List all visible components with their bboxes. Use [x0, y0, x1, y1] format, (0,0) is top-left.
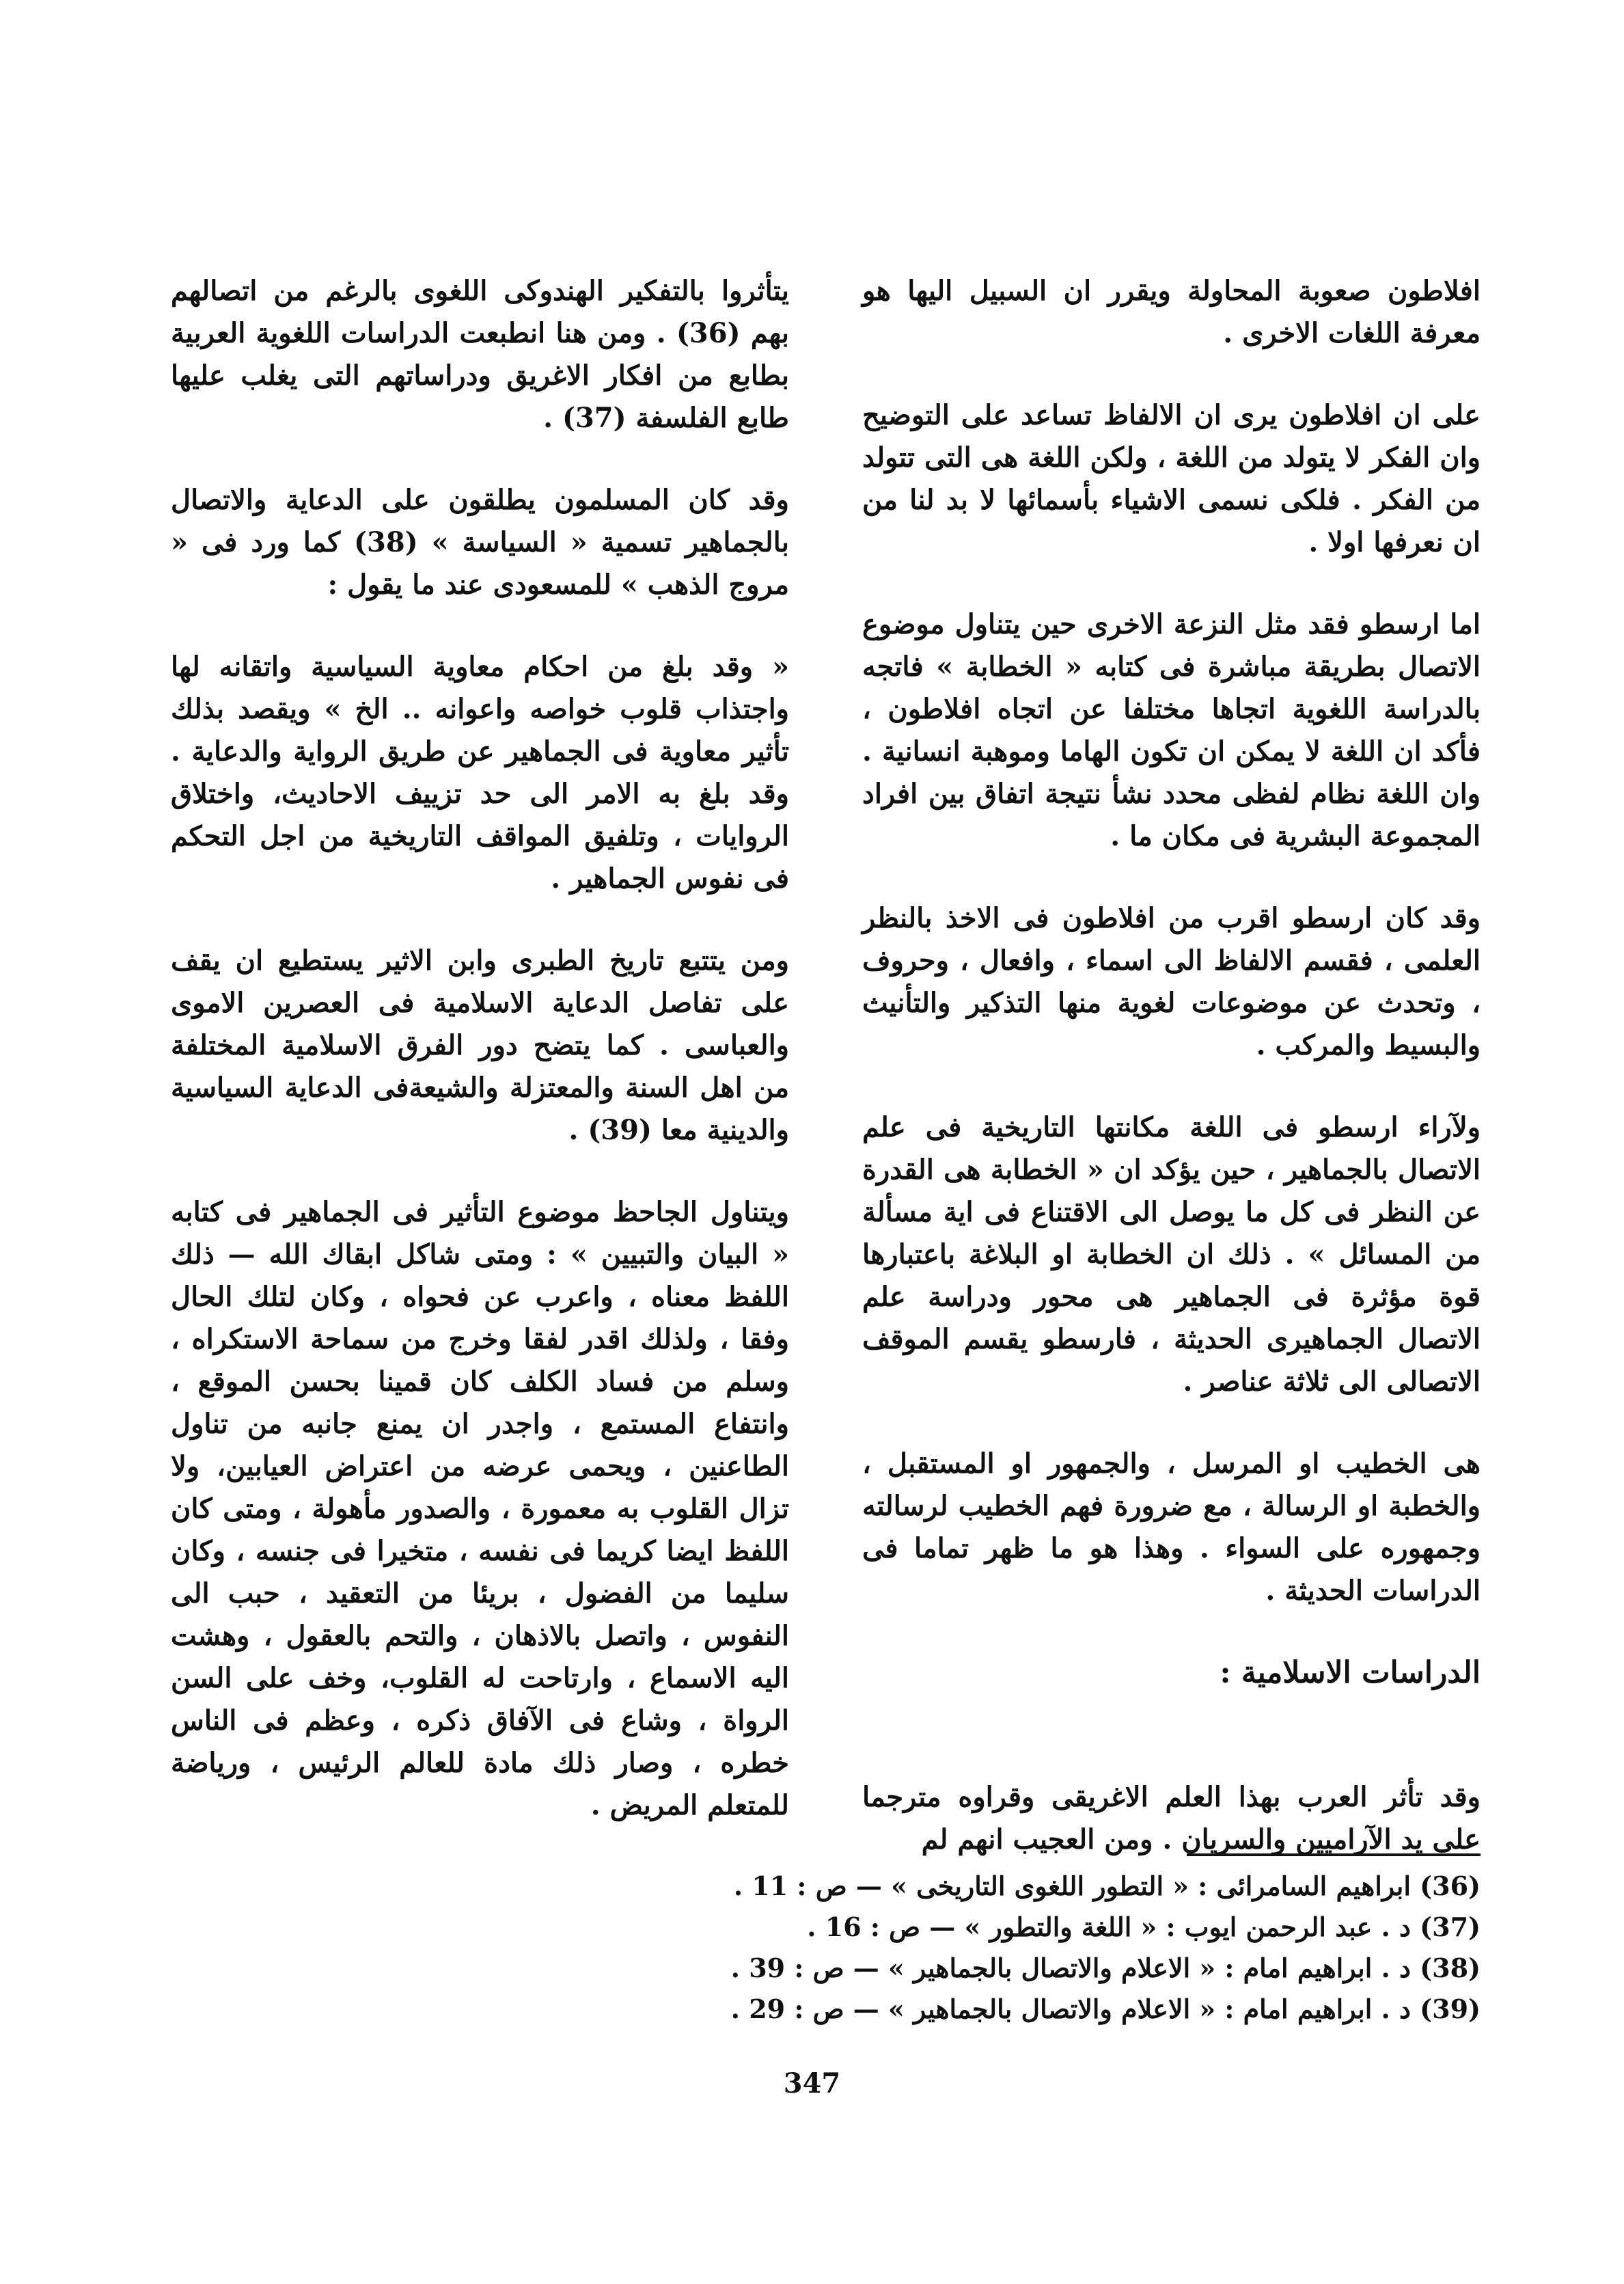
- right-paragraph-4: وقد كان ارسطو اقرب من افلاطون فى الاخذ بالنظر العلمى ، فقسم الالفاظ الى اسماء ، وافعال ، وحروف ، وتحدث عن موضوعات لغوية منها التذكير والتأنيث والبسيط والمركب .: [862, 902, 1481, 1061]
- right-paragraph-6: هى الخطيب او المرسل ، والجمهور او المستقبل ، والخطبة او الرسالة ، مع ضرورة فهم الخطيب لرسالته وجمهوره على السواء . وهذا هو ما ظهر تماما فى الدراسات الحديثة .: [862, 1447, 1481, 1607]
- section-heading: الدراسات الاسلامية :: [1220, 1655, 1481, 1690]
- right-paragraph-1: افلاطون صعوبة المحاولة ويقرر ان السبيل اليها هو معرفة اللغات الاخرى .: [862, 275, 1481, 349]
- left-paragraph-3: « وقد بلغ من احكام معاوية السياسية واتقانه لها واجتذاب قلوب خواصه واعوانه .. الخ » ويقصد بذلك تأثير معاوية فى الجماهير عن طريق الرواية والدعاية . وقد بلغ به الامر الى حد تزييف الاحاديث، واختلاق الروايات ، وتلفيق المواقف التاريخية من اجل التحكم فى نفوس الجماهير .: [171, 651, 789, 895]
- left-paragraph-1: يتأثروا بالتفكير الهندوكى اللغوى بالرغم من اتصالهم بهم (36) . ومن هنا انطبعت الدراسات اللغوية العربية بطابع من افكار الاغريق ودراساتهم التى يغلب عليها طابع الفلسفة (37) .: [171, 275, 790, 434]
- right-paragraph-2: على ان افلاطون يرى ان الالفاظ تساعد على التوضيح وان الفكر لا يتولد من اللغة ، ولكن اللغة هى التى تتولد من الفكر . فلكى نسمى الاشياء بأسمائها لا بد لنا من ان نعرفها اولا .: [862, 399, 1481, 558]
- right-paragraph-5: ولآراء ارسطو فى اللغة مكانتها التاريخية فى علم الاتصال بالجماهير ، حين يؤكد ان « الخطابة هى القدرة عن النظر فى كل ما يوصل الى الاقتناع فى اية مسألة من المسائل » . ذلك ان الخطابة او البلاغة باعتبارها قوة مؤثرة فى الجماهير هى محور ودراسة علم الاتصال الجماهيرى الحديثة ، فارسطو يقسم الموقف الاتصالى الى ثلاثة عناصر .: [862, 1111, 1481, 1398]
- right-paragraph-3: اما ارسطو فقد مثل النزعة الاخرى حين يتناول موضوع الاتصال بطريقة مباشرة فى كتابه « الخطابة » فاتجه بالدراسة اللغوية اتجاها مختلفا عن اتجاه افلاطون ، فأكد ان اللغة لا يمكن ان تكون الهاما وموهبة انسانية . وان اللغة نظام لفظى محدد نشأ نتيجة اتفاق بين افراد المجموعة البشرية فى مكان ما .: [862, 608, 1481, 852]
- right-column: [862, 270, 1481, 1901]
- footnote-37: (37) د . عبد الرحمن ايوب : « اللغة والتطور » — ص : 16 .: [807, 1912, 1481, 1942]
- footnote-divider: [1187, 1853, 1481, 1856]
- page-number: 347: [783, 2067, 841, 2099]
- footnotes: [592, 1866, 1481, 2030]
- left-paragraph-5: ويتناول الجاحظ موضوع التأثير فى الجماهير فى كتابه « البيان والتبيين » : ومتى شاكل ابقاك الله — ذلك اللفظ معناه ، واعرب عن فحواه ، وكان لتلك الحال وفقا ، ولذلك اقدر لفقا وخرج من سماحة الاستكراه ، وسلم من فساد الكلف كان قمينا بحسن الموقع ، وانتفاع المستمع ، واجدر ان يمنع جانبه من تناول الطاعنين ، ويحمى عرضه من اعتراض العيابين، ولا تزال القلوب به معمورة ، والصدور مأهولة ، ومتى كان اللفظ ايضا كريما فى نفسه ، متخيرا فى جنسه ، وكان سليما من الفضول ، بريئا من التعقيد ، حبب الى النفوس ، واتصل بالاذهان ، والتحم بالعقول ، وهشت اليه الاسماع ، وارتاحت له القلوب، وخف على السن الرواة ، وشاع فى الآفاق ذكره ، وعظم فى الناس خطره ، وصار ذلك مادة للعالم الرئيس ، ورياضة للمتعلم المريض .: [171, 1196, 789, 1821]
- footnote-36: (36) ابراهيم السامرائى : « التطور اللغوى التاريخى » — ص : 11 .: [733, 1871, 1481, 1901]
- left-paragraph-4: ومن يتتبع تاريخ الطبرى وابن الاثير يستطيع ان يقف على تفاصل الدعاية الاسلامية فى العصرين الاموى والعباسى . كما يتضح دور الفرق الاسلامية المختلفة من اهل السنة والمعتزلة والشيعةفى الدعاية السياسية والدينية معا (39) .: [171, 944, 789, 1146]
- left-column: [171, 270, 789, 1866]
- left-paragraph-2: وقد كان المسلمون يطلقون على الدعاية والاتصال بالجماهير تسمية « السياسة » (38) كما ورد فى « مروج الذهب » للمسعودى عند ما يقول :: [171, 484, 789, 601]
- footnote-38: (38) د . ابراهيم امام : « الاعلام والاتصال بالجماهير » — ص : 39 .: [730, 1953, 1481, 1983]
- right-paragraph-7: وقد تأثر العرب بهذا العلم الاغريقى وقراوه مترجما على يد الآراميين والسريان . ومن العجيب انهم لم: [862, 1781, 1481, 1855]
- footnote-39: (39) د . ابراهيم امام : « الاعلام والاتصال بالجماهير » — ص : 29 .: [730, 1994, 1481, 2024]
